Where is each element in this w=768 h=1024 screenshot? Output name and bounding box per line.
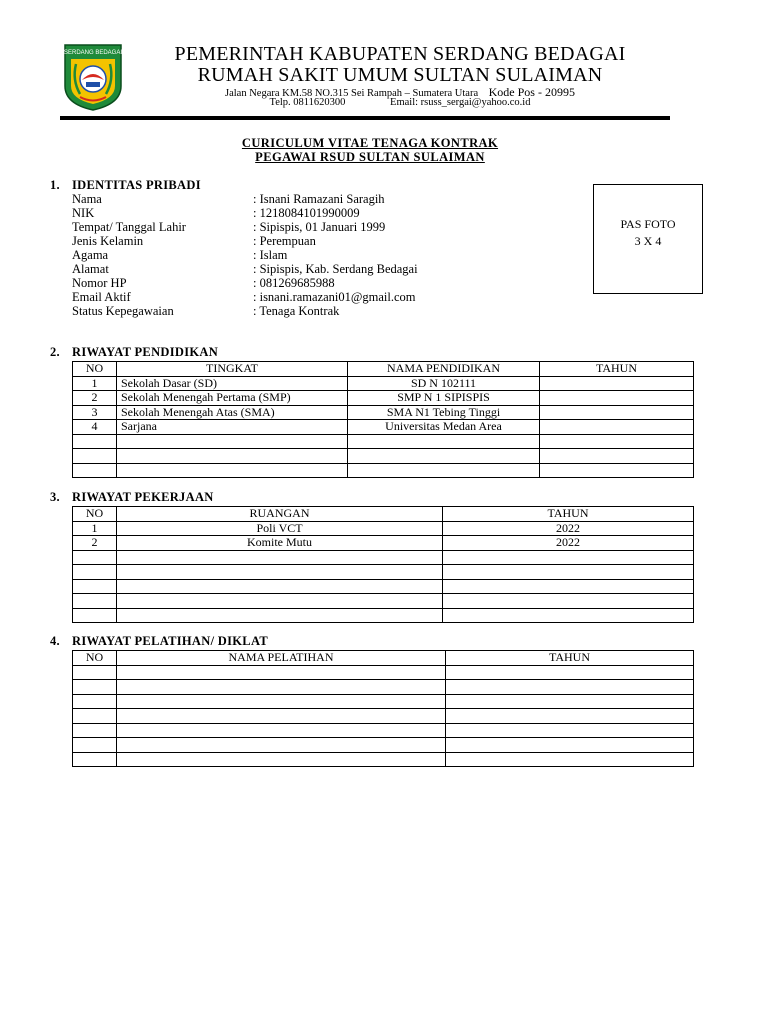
section-education-heading: 2. RIWAYAT PENDIDIKAN	[50, 345, 219, 359]
training-table	[72, 650, 694, 767]
section-work-heading: 3. RIWAYAT PEKERJAAN	[50, 490, 214, 504]
document-title: CURICULUM VITAE TENAGA KONTRAK	[241, 136, 499, 150]
table-row	[73, 463, 694, 478]
table-row	[73, 594, 694, 609]
table-header-row: NO TINGKAT NAMA PENDIDIKAN TAHUN	[73, 362, 694, 377]
document-subtitle: PEGAWAI RSUD SULTAN SULAIMAN	[255, 150, 485, 164]
photo-label: PAS FOTO	[620, 217, 676, 231]
header-address: Jalan Negara KM.58 NO.315 Sei Rampah – Sumatera Utara	[225, 88, 479, 99]
identity-row: Jenis Kelamin : Perempuan	[72, 234, 316, 248]
identity-row: Agama : Islam	[72, 248, 288, 262]
identity-list	[72, 192, 472, 318]
header-contact-line	[130, 97, 670, 108]
header-phone: Telp. 0811620300	[269, 97, 346, 108]
table-row	[73, 752, 694, 767]
table-row: 3 Sekolah Menengah Atas (SMA) SMA N1 Tebing Tinggi	[73, 405, 694, 420]
identity-row: NIK : 1218084101990009	[72, 206, 360, 220]
work-table	[72, 506, 694, 623]
header-divider	[60, 116, 670, 120]
header-government: PEMERINTAH KABUPATEN SERDANG BEDAGAI	[174, 43, 626, 65]
table-row: 2 Komite Mutu 2022	[73, 536, 694, 551]
table-row	[73, 738, 694, 753]
table-row	[73, 550, 694, 565]
regency-logo-icon	[62, 42, 124, 112]
identity-row: Email Aktif : isnani.ramazani01@gmail.com	[72, 290, 416, 304]
table-row: 1 Sekolah Dasar (SD) SD N 102111	[73, 376, 694, 391]
table-row	[73, 709, 694, 724]
table-row	[73, 680, 694, 695]
identity-row: Tempat/ Tanggal Lahir : Sipispis, 01 Januari 1999	[72, 220, 386, 234]
identity-row: Alamat : Sipispis, Kab. Serdang Bedagai	[72, 262, 418, 276]
table-row: 1 Poli VCT 2022	[73, 521, 694, 536]
table-row	[73, 434, 694, 449]
table-row	[73, 608, 694, 623]
table-row	[73, 449, 694, 464]
education-table	[72, 361, 694, 478]
header-email: Email: rsuss_sergai@yahoo.co.id	[390, 97, 531, 108]
table-header-row: NO RUANGAN TAHUN	[73, 507, 694, 522]
table-row	[73, 665, 694, 680]
section-identity-heading: 1. IDENTITAS PRIBADI	[50, 178, 201, 192]
table-row: 2 Sekolah Menengah Pertama (SMP) SMP N 1 SIPISPIS	[73, 391, 694, 406]
header-postal-code: Kode Pos - 20995	[488, 85, 575, 99]
table-header-row: NO NAMA PELATIHAN TAHUN	[73, 651, 694, 666]
table-row	[73, 565, 694, 580]
identity-row: Nomor HP : 081269685988	[72, 276, 335, 290]
photo-placeholder	[593, 184, 703, 294]
identity-row: Nama : Isnani Ramazani Saragih	[72, 192, 385, 206]
section-training-heading: 4. RIWAYAT PELATIHAN/ DIKLAT	[50, 634, 268, 648]
table-row	[73, 694, 694, 709]
table-row: 4 Sarjana Universitas Medan Area	[73, 420, 694, 435]
table-row	[73, 723, 694, 738]
photo-size: 3 X 4	[634, 234, 662, 248]
logo-lettering: SERDANG BEDAGAI	[63, 50, 123, 56]
table-row	[73, 579, 694, 594]
header-hospital: RUMAH SAKIT UMUM SULTAN SULAIMAN	[197, 64, 603, 86]
identity-row: Status Kepegawaian : Tenaga Kontrak	[72, 304, 340, 318]
